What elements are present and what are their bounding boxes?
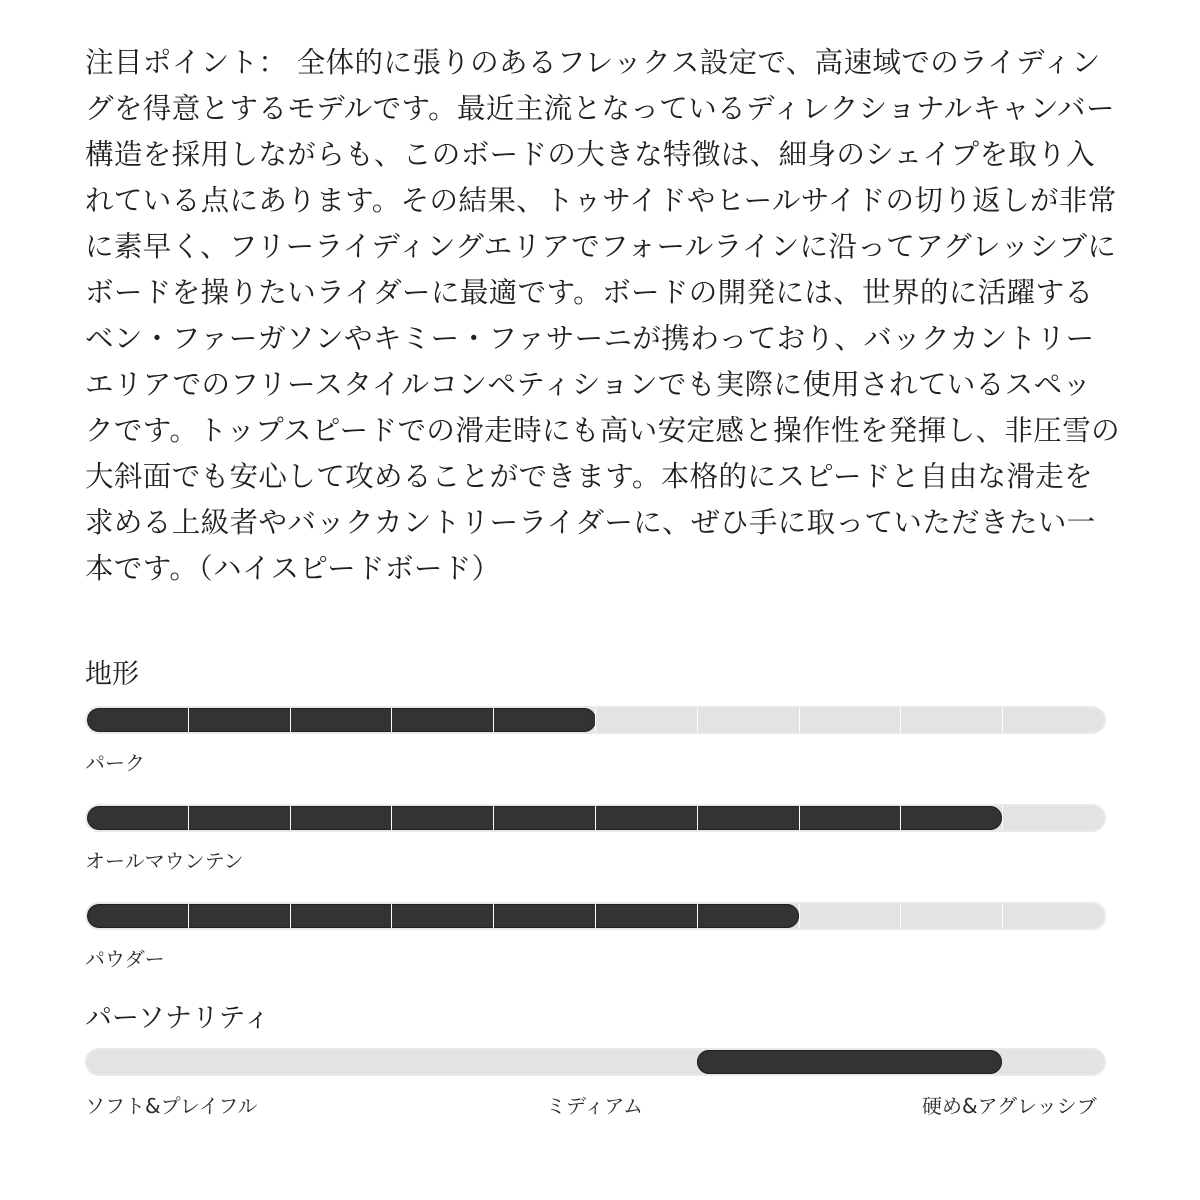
meter-segment-divider [800, 904, 902, 928]
product-description: 注目ポイント： 全体的に張りのあるフレックス設定で、高速域でのライディングを得意とするモデルです。最近主流となっているディレクショナルキャンバー構造を採用しながらも、このボードの大きな特徴は、細身のシェイプを取り入れている点にあります。その結果、トゥサイドやヒールサイドの切り返しが非常に素早く、フリーライディングエリアでフォールラインに沿ってアグレッシブにボードを操りたいライダーに最適です。ボードの開発には、世界的に活躍するベン・ファーガソンやキミー・ファサーニが携わっており、バックカントリーエリアでのフリースタイルコンペティションでも実際に使用されているスペックです。トップスピードでの滑走時にも高い安定感と操作性を発揮し、非圧雪の大斜面でも安心して攻めることができます。本格的にスピードと自由な滑走を求める上級者やバックカントリーライダーに、ぜひ手に取っていただきたい一本です。（ハイスピードボード） [85, 46, 1120, 585]
personality-section-title: パーソナリティ [85, 1003, 271, 1034]
meter-segment-divider [901, 708, 1003, 732]
meter-segment-divider [494, 806, 596, 830]
meter-segment-divider [291, 708, 393, 732]
terrain-meter-all-mountain [85, 804, 1106, 832]
meter-segment-divider [800, 708, 902, 732]
terrain-section-title: 地形 [85, 659, 139, 690]
personality-scale-right-label: 硬め&アグレッシブ [922, 1094, 1097, 1118]
terrain-meter-park-label: パーク [85, 751, 145, 775]
personality-scale-center-label: ミディアム [546, 1094, 643, 1118]
meter-segment-divider [87, 708, 189, 732]
meter-segment-divider [698, 904, 800, 928]
personality-scale-left-label: ソフト&プレイフル [85, 1094, 258, 1118]
personality-meter-range [697, 1050, 1002, 1074]
meter-segment-divider [698, 708, 800, 732]
meter-segment-divider [800, 806, 902, 830]
meter-segment-divider [596, 708, 698, 732]
meter-segment-divider [698, 806, 800, 830]
terrain-meter-powder [85, 902, 1106, 930]
terrain-meter-park-ticks [87, 708, 1104, 732]
meter-segment-divider [392, 806, 494, 830]
meter-segment-divider [189, 708, 291, 732]
meter-segment-divider [596, 904, 698, 928]
meter-segment-divider [494, 708, 596, 732]
meter-segment-divider [291, 806, 393, 830]
meter-segment-divider [901, 806, 1003, 830]
terrain-meter-all-mountain-label: オールマウンテン [85, 849, 244, 873]
meter-segment-divider [291, 904, 393, 928]
meter-segment-divider [87, 806, 189, 830]
meter-segment-divider [87, 904, 189, 928]
terrain-meter-park [85, 706, 1106, 734]
terrain-meter-all-mountain-ticks [87, 806, 1104, 830]
meter-segment-divider [1003, 806, 1104, 830]
meter-segment-divider [1003, 904, 1104, 928]
meter-segment-divider [901, 904, 1003, 928]
meter-segment-divider [189, 904, 291, 928]
meter-segment-divider [392, 904, 494, 928]
terrain-meter-powder-ticks [87, 904, 1104, 928]
meter-segment-divider [1003, 708, 1104, 732]
meter-segment-divider [494, 904, 596, 928]
terrain-meter-powder-label: パウダー [85, 947, 165, 971]
meter-segment-divider [189, 806, 291, 830]
personality-meter [85, 1048, 1106, 1076]
meter-segment-divider [392, 708, 494, 732]
meter-segment-divider [596, 806, 698, 830]
